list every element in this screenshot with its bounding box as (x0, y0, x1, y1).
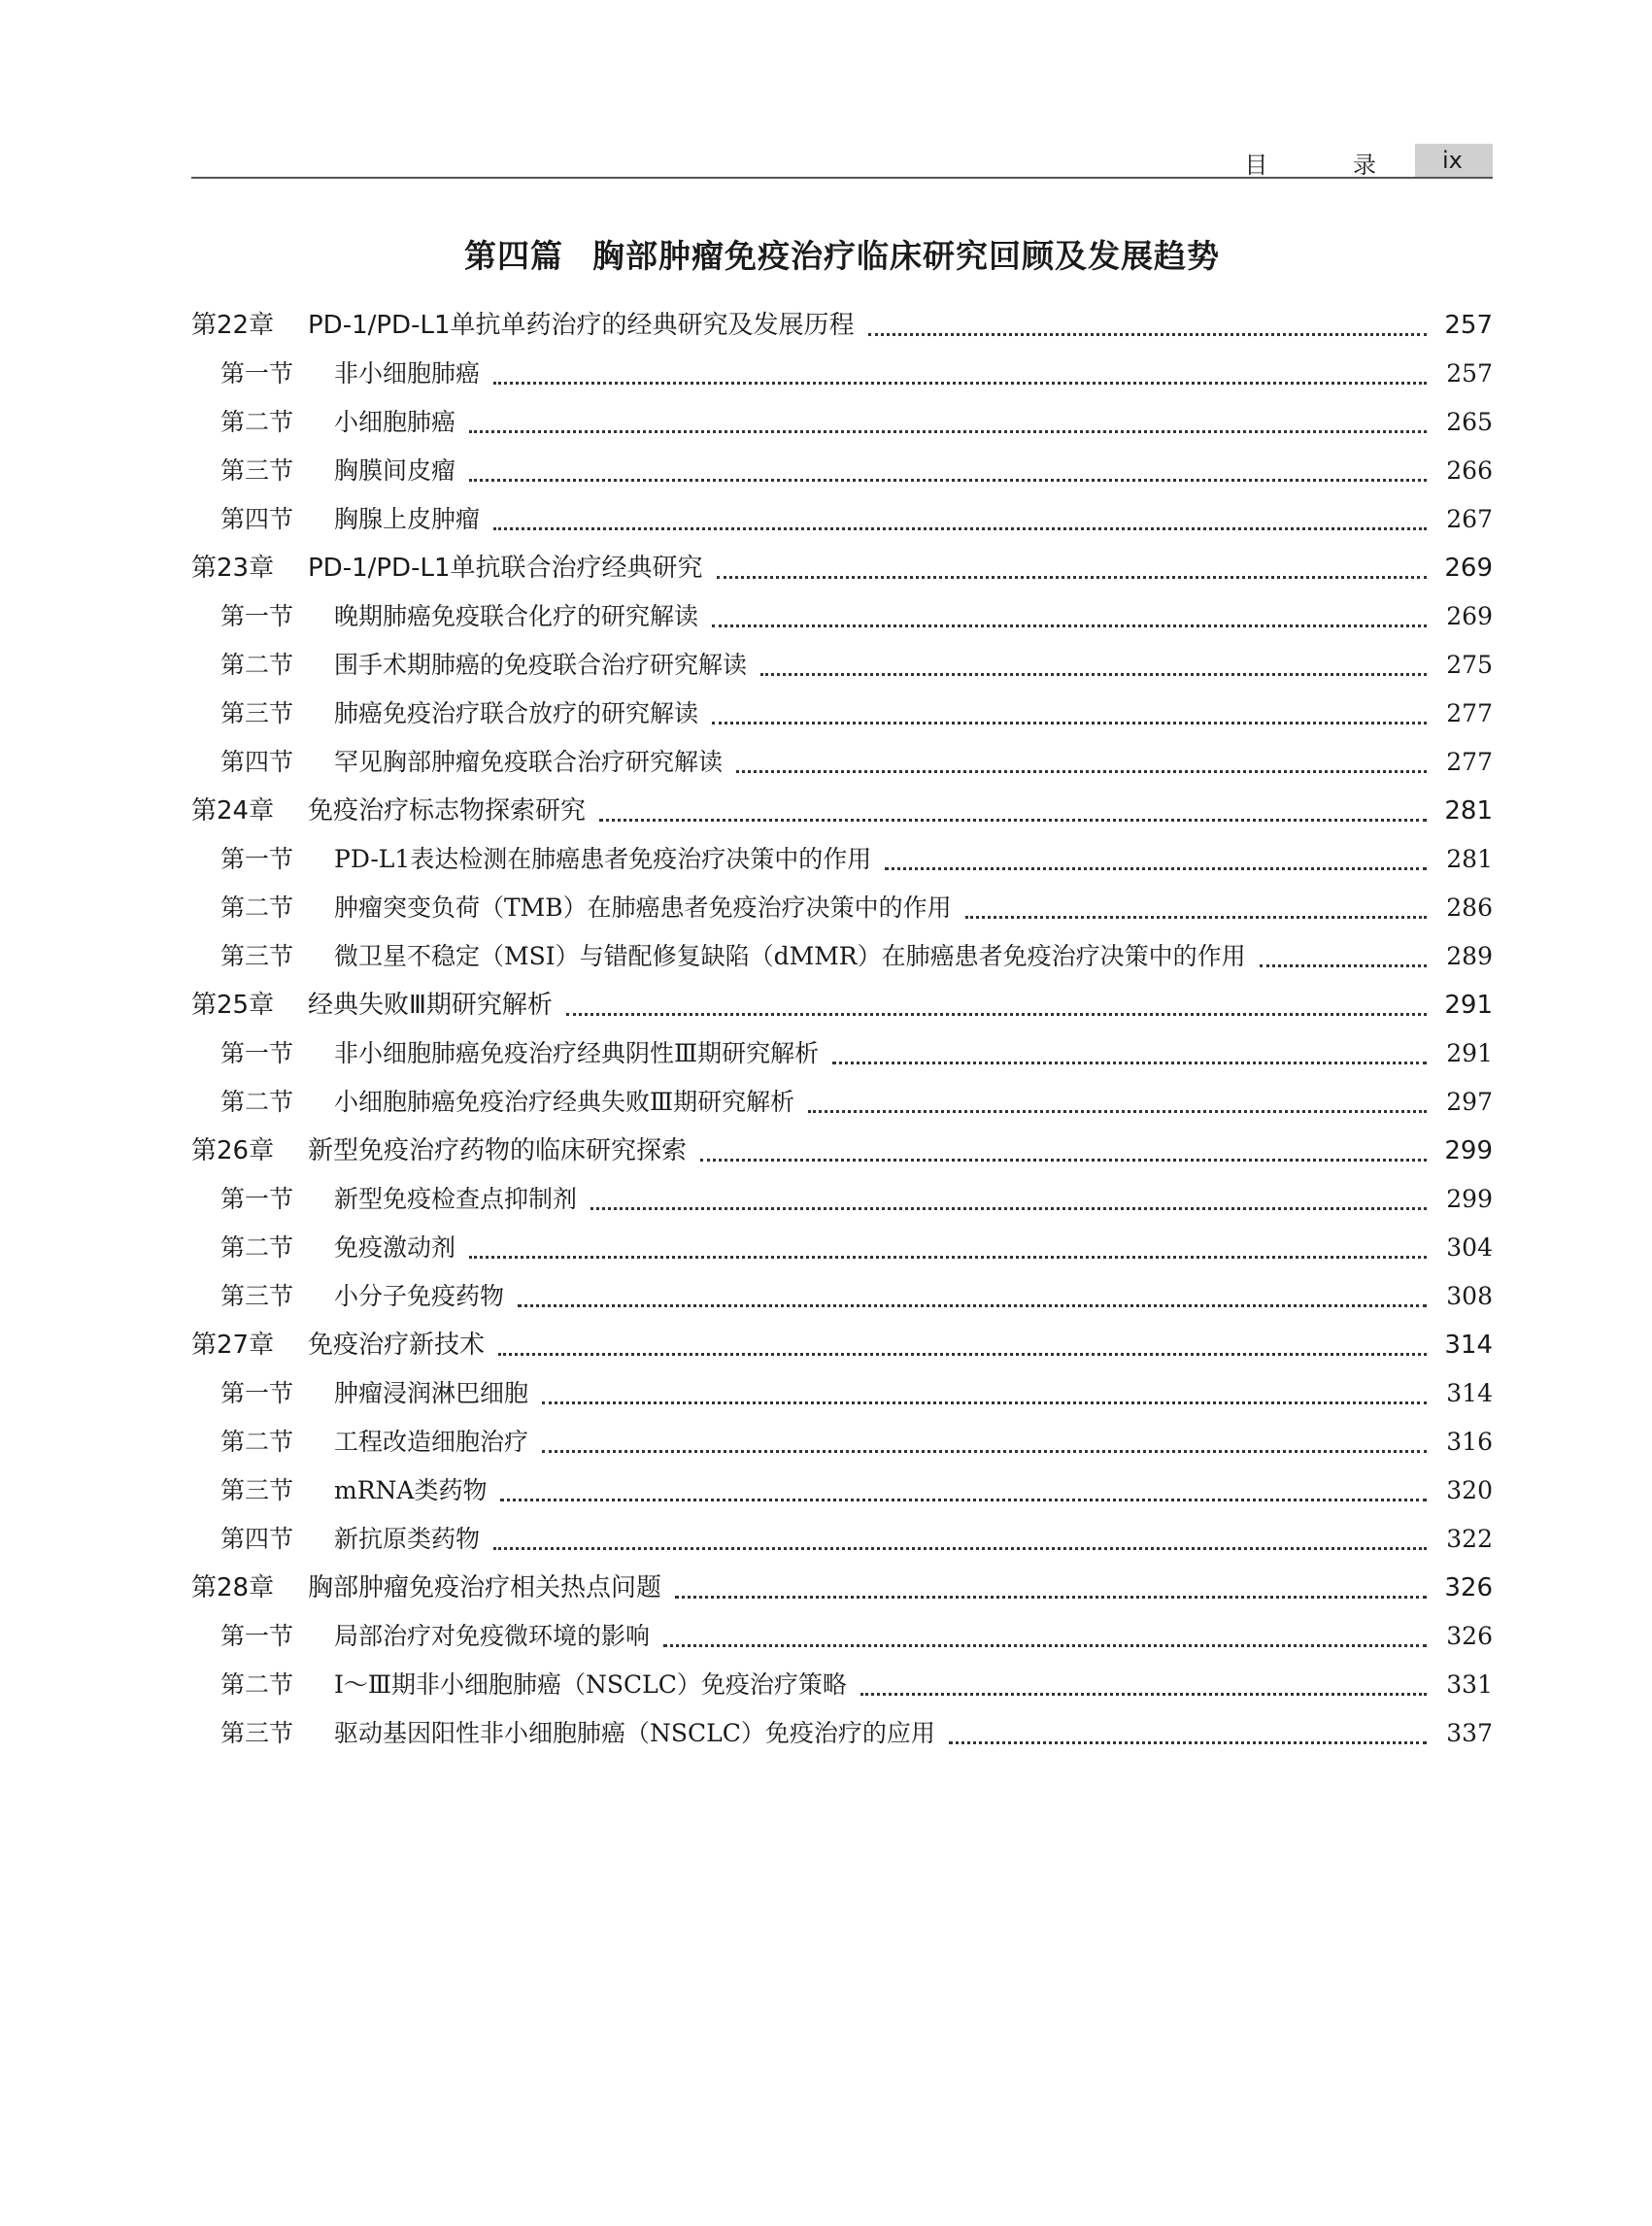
dot-leader (493, 526, 1427, 530)
section-title: 新型免疫检查点抑制剂 (334, 1185, 578, 1213)
toc-section-entry[interactable] (191, 1369, 1493, 1418)
section-label: 第三节 (220, 456, 294, 485)
page-number: 277 (1446, 699, 1493, 727)
page-number: 291 (1446, 1039, 1493, 1067)
page-number: 266 (1446, 456, 1493, 485)
page-number: 257 (1446, 359, 1493, 388)
dot-leader (566, 1012, 1427, 1016)
section-title: 局部治疗对免疫微环境的影响 (334, 1622, 651, 1650)
section-title: 驱动基因阳性非小细胞肺癌（NSCLC）免疫治疗的应用 (334, 1719, 935, 1747)
dot-leader (542, 1400, 1427, 1404)
chapter-label: 第24章 (191, 796, 275, 826)
page-number: 304 (1446, 1233, 1493, 1262)
section-title: 罕见胸部肿瘤免疫联合治疗研究解读 (334, 748, 724, 776)
section-label: 第二节 (220, 408, 294, 436)
section-title: 晚期肺癌免疫联合化疗的研究解读 (334, 602, 699, 630)
section-label: 第四节 (220, 505, 294, 533)
section-label: 第一节 (220, 1379, 294, 1407)
toc-section-entry[interactable] (191, 447, 1493, 495)
toc-section-entry[interactable] (191, 1175, 1493, 1224)
toc-section-entry[interactable] (191, 495, 1493, 544)
toc-chapter-entry[interactable] (191, 1321, 1493, 1369)
chapter-label: 第26章 (191, 1136, 275, 1165)
section-title: 肿瘤浸润淋巴细胞 (334, 1379, 529, 1407)
page-number: 314 (1446, 1379, 1493, 1407)
dot-leader (469, 478, 1427, 482)
chapter-title: 胸部肿瘤免疫治疗相关热点问题 (308, 1573, 662, 1602)
page-number: 316 (1446, 1428, 1493, 1456)
section-title: mRNA类药物 (334, 1476, 488, 1504)
dot-leader (493, 1546, 1427, 1550)
dot-leader (949, 1740, 1427, 1744)
toc-section-entry[interactable] (191, 1709, 1493, 1758)
toc-section-entry[interactable] (191, 690, 1493, 738)
dot-leader (736, 769, 1427, 773)
chapter-title: PD-1/PD-L1单抗单药治疗的经典研究及发展历程 (308, 311, 855, 340)
section-title: PD-L1表达检测在肺癌患者免疫治疗决策中的作用 (334, 845, 872, 873)
page-number: 265 (1446, 408, 1493, 436)
section-title: 肿瘤突变负荷（TMB）在肺癌患者免疫治疗决策中的作用 (334, 894, 952, 922)
page-number: 320 (1446, 1476, 1493, 1504)
page-number: 281 (1446, 845, 1493, 873)
chapter-title: 新型免疫治疗药物的临床研究探索 (308, 1136, 688, 1165)
dot-leader (860, 1692, 1427, 1696)
dot-leader (663, 1643, 1427, 1647)
chapter-label: 第27章 (191, 1331, 275, 1360)
toc-chapter-entry[interactable] (191, 1564, 1493, 1612)
dot-leader (965, 915, 1427, 919)
section-label: 第三节 (220, 1476, 294, 1504)
toc-chapter-entry[interactable] (191, 787, 1493, 835)
section-label: 第二节 (220, 1233, 294, 1262)
section-label: 第一节 (220, 845, 294, 873)
page-number: 267 (1446, 505, 1493, 533)
toc-section-entry[interactable] (191, 1078, 1493, 1127)
page-number: 331 (1446, 1670, 1493, 1699)
toc-section-entry[interactable] (191, 932, 1493, 981)
page-number: 322 (1446, 1525, 1493, 1553)
section-label: 第二节 (220, 894, 294, 922)
toc-section-entry[interactable] (191, 1272, 1493, 1321)
part-name: 胸部肿瘤免疫治疗临床研究回顾及发展趋势 (592, 237, 1220, 275)
section-title: 胸腺上皮肿瘤 (334, 505, 481, 533)
toc-section-entry[interactable] (191, 398, 1493, 447)
dot-leader (700, 1158, 1427, 1162)
toc-section-entry[interactable] (191, 592, 1493, 641)
page-number: 326 (1446, 1622, 1493, 1650)
chapter-label: 第22章 (191, 311, 275, 340)
section-label: 第一节 (220, 602, 294, 630)
chapter-label: 第28章 (191, 1573, 275, 1602)
chapter-label: 第25章 (191, 991, 275, 1020)
section-title: 肺癌免疫治疗联合放疗的研究解读 (334, 699, 699, 727)
dot-leader (717, 575, 1428, 579)
dot-leader (498, 1352, 1427, 1356)
page-number: 281 (1444, 796, 1493, 826)
page-number: 299 (1444, 1136, 1493, 1165)
page-number: 269 (1444, 554, 1493, 583)
section-title: Ⅰ～Ⅲ期非小细胞肺癌（NSCLC）免疫治疗策略 (334, 1670, 847, 1699)
dot-leader (599, 818, 1427, 822)
chapter-title: 经典失败Ⅲ期研究解析 (308, 991, 553, 1020)
section-title: 胸膜间皮瘤 (334, 456, 456, 485)
section-title: 小细胞肺癌 (334, 408, 456, 436)
section-label: 第一节 (220, 1622, 294, 1650)
section-label: 第三节 (220, 1282, 294, 1310)
toc-section-entry[interactable] (191, 1467, 1493, 1515)
page-number: 337 (1446, 1719, 1493, 1747)
section-label: 第二节 (220, 1088, 294, 1116)
toc-section-entry[interactable] (191, 738, 1493, 787)
dot-leader (868, 332, 1428, 336)
toc-section-entry[interactable] (191, 835, 1493, 884)
section-label: 第一节 (220, 359, 294, 388)
section-label: 第二节 (220, 1670, 294, 1699)
dot-leader (712, 721, 1427, 725)
section-title: 非小细胞肺癌 (334, 359, 481, 388)
header-title: 目 录 (1244, 152, 1415, 179)
toc-section-entry[interactable] (191, 1224, 1493, 1272)
page-number: 257 (1444, 311, 1493, 340)
page-number: 277 (1446, 748, 1493, 776)
section-label: 第三节 (220, 699, 294, 727)
part-title (191, 231, 1493, 277)
section-title: 新抗原类药物 (334, 1525, 481, 1553)
section-title: 非小细胞肺癌免疫治疗经典阴性Ⅲ期研究解析 (334, 1039, 820, 1067)
section-label: 第一节 (220, 1039, 294, 1067)
toc-section-entry[interactable] (191, 350, 1493, 398)
page-number: 326 (1444, 1573, 1493, 1602)
toc-section-entry[interactable] (191, 1418, 1493, 1467)
dot-leader (712, 624, 1427, 627)
section-label: 第四节 (220, 1525, 294, 1553)
dot-leader (675, 1595, 1427, 1599)
section-label: 第二节 (220, 1428, 294, 1456)
section-title: 小分子免疫药物 (334, 1282, 505, 1310)
dot-leader (885, 866, 1427, 870)
chapter-title: 免疫治疗标志物探索研究 (308, 796, 587, 826)
header-page-number: ix (1415, 144, 1493, 177)
running-header (191, 144, 1493, 179)
table-of-contents (191, 301, 1493, 1758)
toc-section-entry[interactable] (191, 1029, 1493, 1078)
dot-leader (500, 1498, 1427, 1501)
dot-leader (1260, 963, 1427, 967)
dot-leader (469, 1255, 1427, 1259)
toc-section-entry[interactable] (191, 1661, 1493, 1709)
toc-chapter-entry[interactable] (191, 1127, 1493, 1175)
toc-section-entry[interactable] (191, 1515, 1493, 1564)
dot-leader (469, 429, 1427, 433)
section-label: 第二节 (220, 651, 294, 679)
page-number: 297 (1446, 1088, 1493, 1116)
section-label: 第三节 (220, 942, 294, 970)
page-number: 314 (1444, 1331, 1493, 1360)
section-title: 工程改造细胞治疗 (334, 1428, 529, 1456)
section-title: 小细胞肺癌免疫治疗经典失败Ⅲ期研究解析 (334, 1088, 795, 1116)
dot-leader (590, 1206, 1427, 1210)
page-number: 275 (1446, 651, 1493, 679)
toc-chapter-entry[interactable] (191, 544, 1493, 592)
toc-section-entry[interactable] (191, 1612, 1493, 1661)
section-title: 免疫激动剂 (334, 1233, 456, 1262)
page-number: 291 (1444, 991, 1493, 1020)
toc-section-entry[interactable] (191, 641, 1493, 690)
chapter-label: 第23章 (191, 554, 275, 583)
dot-leader (832, 1061, 1427, 1064)
dot-leader (760, 672, 1427, 676)
section-title: 微卫星不稳定（MSI）与错配修复缺陷（dMMR）在肺癌患者免疫治疗决策中的作用 (334, 942, 1246, 970)
chapter-title: PD-1/PD-L1单抗联合治疗经典研究 (308, 554, 703, 583)
page-number: 308 (1446, 1282, 1493, 1310)
page-number: 299 (1446, 1185, 1493, 1213)
toc-chapter-entry[interactable] (191, 301, 1493, 350)
section-title: 围手术期肺癌的免疫联合治疗研究解读 (334, 651, 748, 679)
toc-section-entry[interactable] (191, 884, 1493, 932)
toc-chapter-entry[interactable] (191, 981, 1493, 1029)
section-label: 第三节 (220, 1719, 294, 1747)
dot-leader (542, 1449, 1427, 1453)
page-number: 269 (1446, 602, 1493, 630)
dot-leader (518, 1303, 1427, 1307)
dot-leader (808, 1109, 1427, 1113)
dot-leader (493, 381, 1427, 385)
section-label: 第一节 (220, 1185, 294, 1213)
page-number: 289 (1446, 942, 1493, 970)
section-label: 第四节 (220, 748, 294, 776)
part-label: 第四篇 (464, 237, 563, 275)
page-number: 286 (1446, 894, 1493, 922)
chapter-title: 免疫治疗新技术 (308, 1331, 486, 1360)
